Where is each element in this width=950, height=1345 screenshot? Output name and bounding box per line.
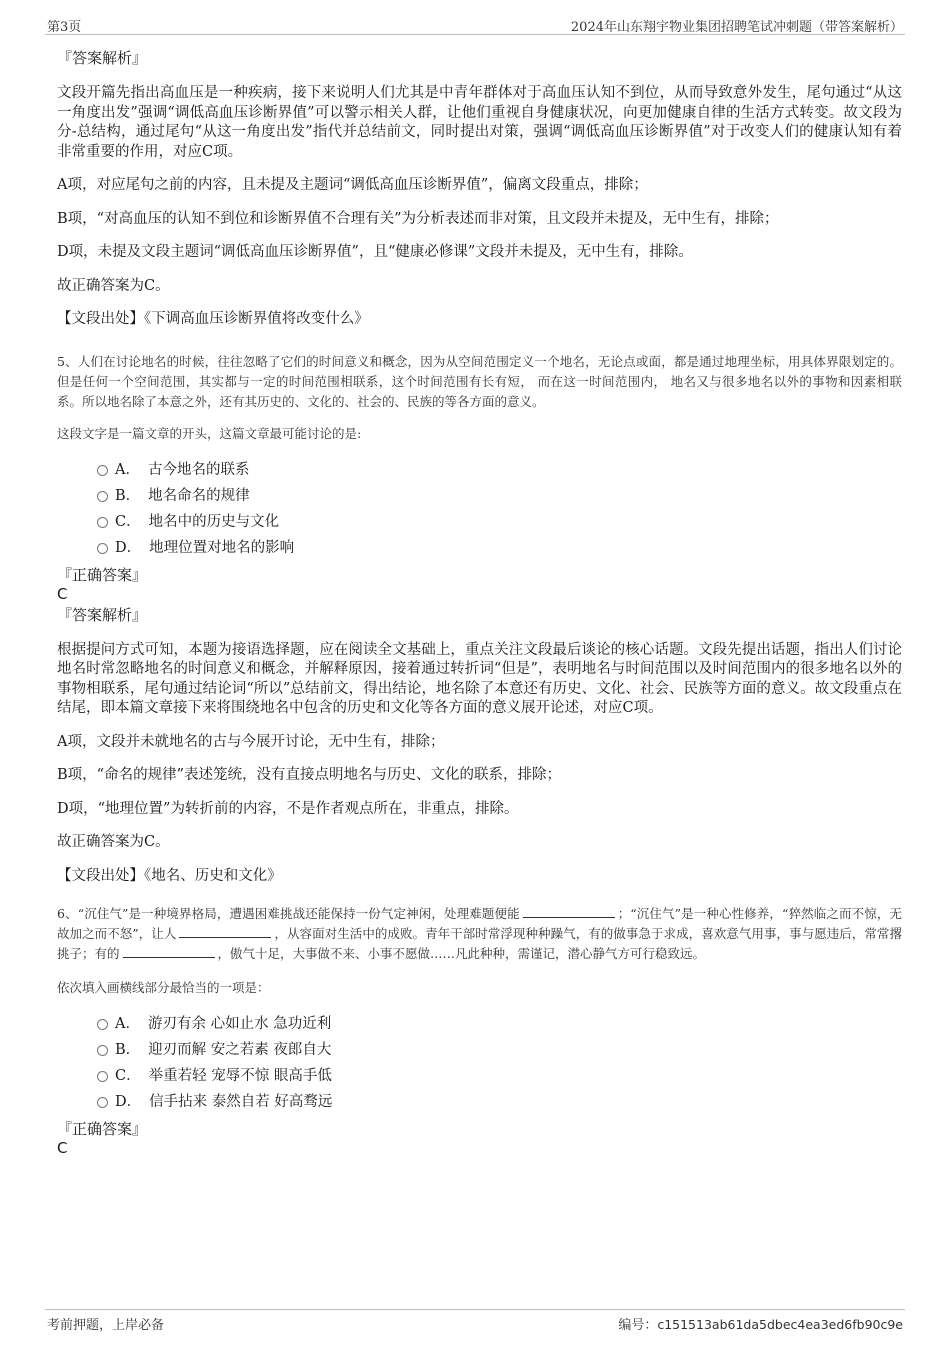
radio-icon[interactable] <box>97 543 108 554</box>
page-number: 第3页 <box>47 20 82 35</box>
q6-option-a[interactable]: A． 游刃有余 心如止水 急功近利 <box>57 1011 902 1037</box>
page-content <box>57 44 902 1157</box>
footer-slogan: 考前押题，上岸必备 <box>47 1318 165 1333</box>
radio-icon[interactable] <box>97 465 108 476</box>
q5-option-a[interactable]: A． 古今地名的联系 <box>57 457 902 483</box>
q4-conclusion: 故正确答案为C。 <box>57 277 170 294</box>
q5-option-d-note: D项，“地理位置”为转折前的内容，不是作者观点所在，非重点，排除。 <box>57 800 519 817</box>
q6-stem: 6、“沉住气”是一种境界格局，遭遇困难挑战还能保持一份气定神闲，处理难题便能 ；“沉住气”是一种心性修养，“猝然临之而不惊，无故加之而不怒”，让人 ，从容面对生活中的成败。青年干部时常浮现种种躁气，有的做事急于求成，喜欢意气用事，事与愿违后，常常撂挑子；有的 ，傲气十足，大事做不来、小事不愿做……凡此种种，需谨记，潜心静气方可行稳致远。 <box>57 906 902 961</box>
q5-question: 这段文字是一篇文章的开头，这篇文章最可能讨论的是: <box>57 425 362 441</box>
q6-option-c[interactable]: C． 举重若轻 宠辱不惊 眼高手低 <box>57 1063 902 1089</box>
document-title: 2024年山东翔宇物业集团招聘笔试冲刺题（带答案解析） <box>570 20 903 35</box>
document-code: 编号：c151513ab61da5dbec4ea3ed6fb90c9e <box>618 1317 903 1333</box>
page-header <box>45 14 905 35</box>
q6-answer-label: 『正确答案』 <box>57 1120 148 1138</box>
q5-analysis-label: 『答案解析』 <box>57 605 148 624</box>
q5-answer: C <box>57 584 68 603</box>
q4-option-d-note: D项，未提及文段主题词“调低高血压诊断界值”，且“健康必修课”文段并未提及，无中生有，排除。 <box>57 244 693 260</box>
radio-icon[interactable] <box>97 1045 108 1056</box>
q4-option-a-note: A项，对应尾句之前的内容，且未提及主题词“调低高血压诊断界值”，偏离文段重点，排除； <box>57 177 648 193</box>
q5-option-b-note: B项，“命名的规律”表述笼统，没有直接点明地名与历史、文化的联系，排除； <box>57 767 561 783</box>
q4-option-b-note: B项，“对高血压的认知不到位和诊断界值不合理有关”为分析表述而非对策，且文段并未提及，无中生有，排除； <box>57 210 779 227</box>
q6-answer: C <box>57 1139 68 1157</box>
q6-options <box>57 1011 902 1115</box>
q6-option-b[interactable]: B． 迎刃而解 安之若素 夜郎自大 <box>57 1037 902 1063</box>
q5-option-c[interactable]: C． 地名中的历史与文化 <box>57 509 902 535</box>
q6-question: 依次填入画横线部分最恰当的一项是： <box>57 980 270 995</box>
radio-icon[interactable] <box>97 491 108 502</box>
page-footer <box>45 1309 905 1333</box>
q5-option-d[interactable]: D． 地理位置对地名的影响 <box>57 535 902 561</box>
q5-options <box>57 457 902 561</box>
q4-analysis-text: 文段开篇先指出高血压是一种疾病，接下来说明人们尤其是中青年群体对于高血压认知不到位，从而导致意外发生，尾句通过“从这一角度出发”强调“调低高血压诊断界值”可以警示相关人群，让他们重视自身健康状况，向更加健康自律的生活方式转变。故文段为分-总结构，通过尾句“从这一角度出发”指代并总结前文，同时提出对策，强调“调低高血压诊断界值”对于改变人们的健康认知有着非常重要的作用，对应C项。 <box>57 85 902 160</box>
q5-conclusion: 故正确答案为C。 <box>57 834 170 850</box>
fill-blank-3 <box>123 945 215 958</box>
q5-answer-label: 『正确答案』 <box>57 565 148 584</box>
radio-icon[interactable] <box>97 517 108 528</box>
q5-source: 【文段出处】《地名、历史和文化》 <box>57 867 282 884</box>
radio-icon[interactable] <box>97 1097 108 1108</box>
q5-option-b[interactable]: B． 地名命名的规律 <box>57 483 902 509</box>
q5-analysis-text: 根据提问方式可知，本题为接语选择题，应在阅读全文基础上，重点关注文段最后谈论的核心话题。文段先提出话题，指出人们讨论地名时常忽略地名的时间意义和概念，并解释原因，接着通过转折词“但是”，表明地名与时间范围以及时间范围内的很多地名以外的事物相联系，尾句通过结论词“所以”总结前文，得出结论，地名除了本意还有历史、文化、社会、民族等方面的意义。故文段重点在结尾，即本篇文章接下来将围绕地名中包含的历史和文化等各方面的意义展开论述，对应C项。 <box>57 641 902 716</box>
q6-option-d[interactable]: D． 信手拈来 泰然自若 好高骛远 <box>57 1089 902 1115</box>
q4-analysis-label: 『答案解析』 <box>57 49 148 67</box>
q5-stem: 5、人们在讨论地名的时候，往往忽略了它们的时间意义和概念，因为从空间范围定义一个地名，无论点或面，都是通过地理坐标，用具体界限划定的。但是任何一个空间范围，其实都与一定的时间范围相联系，这个时间范围有长有短， 而在这一时间范围内， 地名又与很多地名以外的事物和因素相联系。所以地名除了本意之外，还有其历史的、文化的、社会的、民族的等各方面的意义。 <box>57 353 902 409</box>
q5-option-a-note: A项，文段并未就地名的古与今展开讨论，无中生有，排除； <box>57 733 445 750</box>
radio-icon[interactable] <box>97 1071 108 1082</box>
fill-blank-1 <box>523 905 615 918</box>
fill-blank-2 <box>179 925 271 938</box>
radio-icon[interactable] <box>97 1019 108 1030</box>
q4-source: 【文段出处】《下调高血压诊断界值将改变什么》 <box>57 311 369 327</box>
